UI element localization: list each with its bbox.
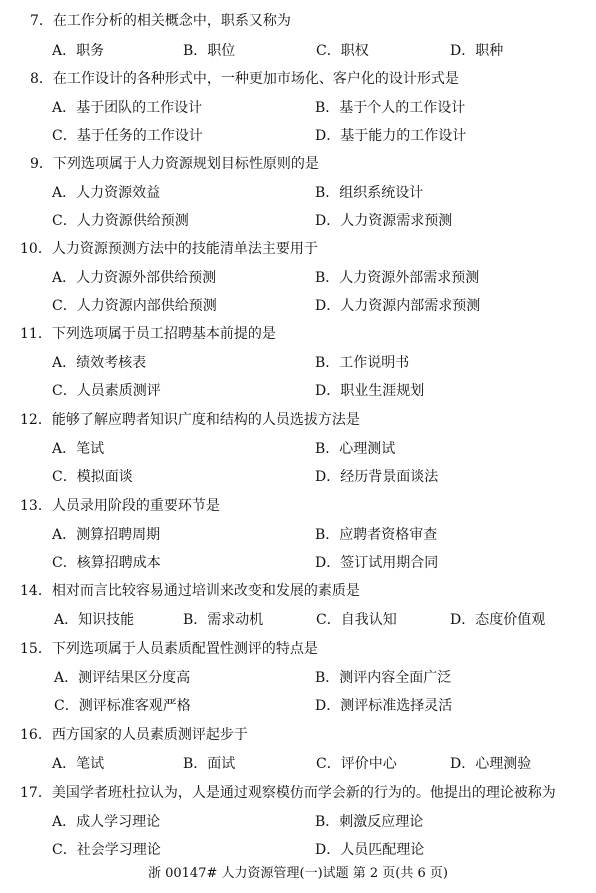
question-text: 14．相对而言比较容易通过培训来改变和发展的素质是 <box>20 583 360 599</box>
question-text: 8．在工作设计的各种形式中，一种更加市场化、客户化的设计形式是 <box>30 71 459 87</box>
answer-option[interactable]: A．知识技能 <box>54 612 135 628</box>
answer-option[interactable]: A．测评结果区分度高 <box>54 670 191 686</box>
answer-option[interactable]: B．基于个人的工作设计 <box>315 100 466 116</box>
answer-option[interactable]: B．职位 <box>183 43 236 59</box>
answer-option[interactable]: B．工作说明书 <box>315 355 410 371</box>
question-text: 15．下列选项属于人员素质配置性测评的特点是 <box>20 641 318 657</box>
answer-option[interactable]: C．社会学习理论 <box>52 842 161 858</box>
answer-option[interactable]: B．刺激反应理论 <box>315 814 424 830</box>
question-text: 12．能够了解应聘者知识广度和结构的人员选拔方法是 <box>20 412 360 428</box>
answer-option[interactable]: C．评价中心 <box>316 756 397 772</box>
answer-option[interactable]: C．职权 <box>316 43 369 59</box>
answer-option[interactable]: D．人力资源内部需求预测 <box>315 298 481 314</box>
page-footer: 浙 00147# 人力资源管理(一)试题 第 2 页(共 6 页) <box>147 866 448 881</box>
question-text: 11．下列选项属于员工招聘基本前提的是 <box>20 326 276 342</box>
question-text: 9．下列选项属于人力资源规划目标性原则的是 <box>30 156 319 172</box>
answer-option[interactable]: D．职种 <box>450 43 504 59</box>
answer-option[interactable]: C．基于任务的工作设计 <box>52 128 203 144</box>
question-text: 16．西方国家的人员素质测评起步于 <box>20 727 248 743</box>
answer-option[interactable]: B．心理测试 <box>315 441 396 457</box>
answer-option[interactable]: A．职务 <box>52 43 105 59</box>
answer-option[interactable]: D．心理测验 <box>450 756 532 772</box>
answer-option[interactable]: A．笔试 <box>52 756 105 772</box>
answer-option[interactable]: A．人力资源外部供给预测 <box>52 270 217 286</box>
answer-option[interactable]: A．基于团队的工作设计 <box>52 100 203 116</box>
answer-option[interactable]: D．态度价值观 <box>450 612 546 628</box>
answer-option[interactable]: A．笔试 <box>52 441 105 457</box>
answer-option[interactable]: B．测评内容全面广泛 <box>315 670 452 686</box>
answer-option[interactable]: D．经历背景面谈法 <box>315 469 439 485</box>
answer-option[interactable]: D．签订试用期合同 <box>315 555 439 571</box>
answer-option[interactable]: A．人力资源效益 <box>52 185 161 201</box>
answer-option[interactable]: B．需求动机 <box>183 612 264 628</box>
answer-option[interactable]: B．组织系统设计 <box>315 185 424 201</box>
answer-option[interactable]: A．成人学习理论 <box>52 814 161 830</box>
answer-option[interactable]: C．测评标准客观严格 <box>54 698 191 714</box>
answer-option[interactable]: D．基于能力的工作设计 <box>315 128 467 144</box>
answer-option[interactable]: C．人员素质测评 <box>52 383 161 399</box>
answer-option[interactable]: B．人力资源外部需求预测 <box>315 270 480 286</box>
question-text: 7．在工作分析的相关概念中，职系又称为 <box>30 13 291 29</box>
answer-option[interactable]: C．自我认知 <box>316 612 397 628</box>
answer-option[interactable]: D．职业生涯规划 <box>315 383 425 399</box>
answer-option[interactable]: B．面试 <box>183 756 236 772</box>
answer-option[interactable]: A．绩效考核表 <box>52 355 147 371</box>
question-text: 13．人员录用阶段的重要环节是 <box>20 498 220 514</box>
answer-option[interactable]: D．测评标准选择灵活 <box>315 698 453 714</box>
answer-option[interactable]: C．模拟面谈 <box>52 469 133 485</box>
answer-option[interactable]: C．人力资源内部供给预测 <box>52 298 217 314</box>
answer-option[interactable]: C．核算招聘成本 <box>52 555 161 571</box>
answer-option[interactable]: D．人员匹配理论 <box>315 842 425 858</box>
answer-option[interactable]: B．应聘者资格审查 <box>315 527 438 543</box>
question-text: 10．人力资源预测方法中的技能清单法主要用于 <box>20 241 318 257</box>
answer-option[interactable]: A．测算招聘周期 <box>52 527 161 543</box>
question-text: 17．美国学者班杜拉认为，人是通过观察模仿而学会新的行为的。他提出的理论被称为 <box>20 785 556 801</box>
answer-option[interactable]: D．人力资源需求预测 <box>315 213 453 229</box>
answer-option[interactable]: C．人力资源供给预测 <box>52 213 189 229</box>
